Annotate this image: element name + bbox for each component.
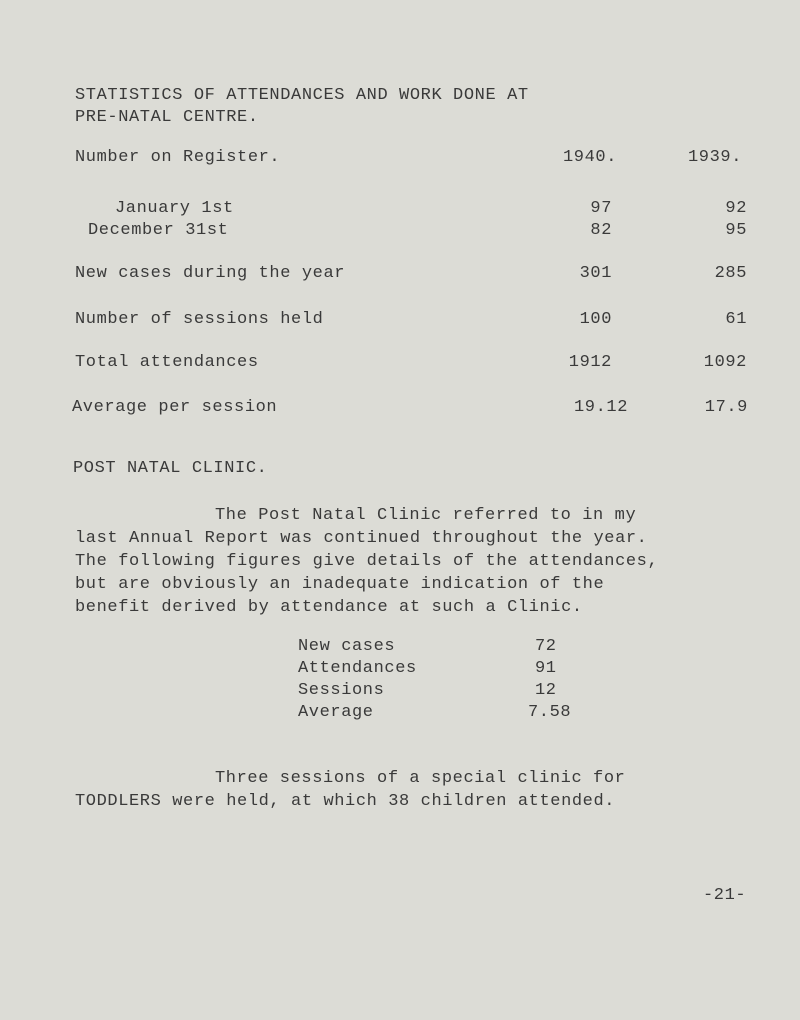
stat-value: 7.58 bbox=[528, 703, 572, 722]
row-label-average: Average per session bbox=[72, 398, 278, 417]
row-value-1939: 1092 bbox=[703, 353, 747, 372]
row-value-1939: 17.9 bbox=[704, 398, 748, 417]
row-value-1939: 92 bbox=[725, 199, 747, 218]
row-value-1940: 1912 bbox=[568, 353, 612, 372]
toddlers-line-1: Three sessions of a special clinic for bbox=[215, 769, 626, 788]
page-number: -21- bbox=[703, 886, 747, 905]
heading-line-2: PRE-NATAL CENTRE. bbox=[75, 108, 259, 127]
stat-label-average: Average bbox=[298, 703, 374, 722]
row-value-1939: 285 bbox=[714, 264, 747, 283]
stat-label-attendances: Attendances bbox=[298, 659, 417, 678]
year-1940-header: 1940. bbox=[563, 148, 618, 167]
row-value-1940: 19.12 bbox=[573, 398, 628, 417]
row-value-1940: 100 bbox=[579, 310, 612, 329]
row-value-1940: 82 bbox=[590, 221, 612, 240]
row-label-january: January 1st bbox=[115, 199, 234, 218]
stat-value: 72 bbox=[535, 637, 557, 656]
register-label: Number on Register. bbox=[75, 148, 281, 167]
stat-value: 91 bbox=[535, 659, 557, 678]
row-label-december: December 31st bbox=[88, 221, 229, 240]
paragraph-line: last Annual Report was continued throughout the year. bbox=[75, 529, 648, 548]
row-label-sessions: Number of sessions held bbox=[75, 310, 324, 329]
paragraph-line: The following figures give details of the attendances, bbox=[75, 552, 659, 571]
row-value-1940: 301 bbox=[579, 264, 612, 283]
paragraph-line: but are obviously an inadequate indication of the bbox=[75, 575, 605, 594]
row-label-new-cases: New cases during the year bbox=[75, 264, 346, 283]
paragraph-line: The Post Natal Clinic referred to in my bbox=[215, 506, 637, 525]
heading-line-1: STATISTICS OF ATTENDANCES AND WORK DONE AT bbox=[75, 86, 529, 105]
paragraph-line: benefit derived by attendance at such a Clinic. bbox=[75, 598, 583, 617]
year-1939-header: 1939. bbox=[688, 148, 743, 167]
row-value-1939: 61 bbox=[725, 310, 747, 329]
row-value-1940: 97 bbox=[590, 199, 612, 218]
row-label-total-attendances: Total attendances bbox=[75, 353, 259, 372]
postnatal-paragraph bbox=[75, 504, 658, 619]
toddlers-line-2: TODDLERS were held, at which 38 children attended. bbox=[75, 792, 616, 811]
stat-label-new-cases: New cases bbox=[298, 637, 396, 656]
stat-label-sessions: Sessions bbox=[298, 681, 385, 700]
row-value-1939: 95 bbox=[725, 221, 747, 240]
postnatal-heading: POST NATAL CLINIC. bbox=[73, 459, 268, 478]
stat-value: 12 bbox=[535, 681, 557, 700]
